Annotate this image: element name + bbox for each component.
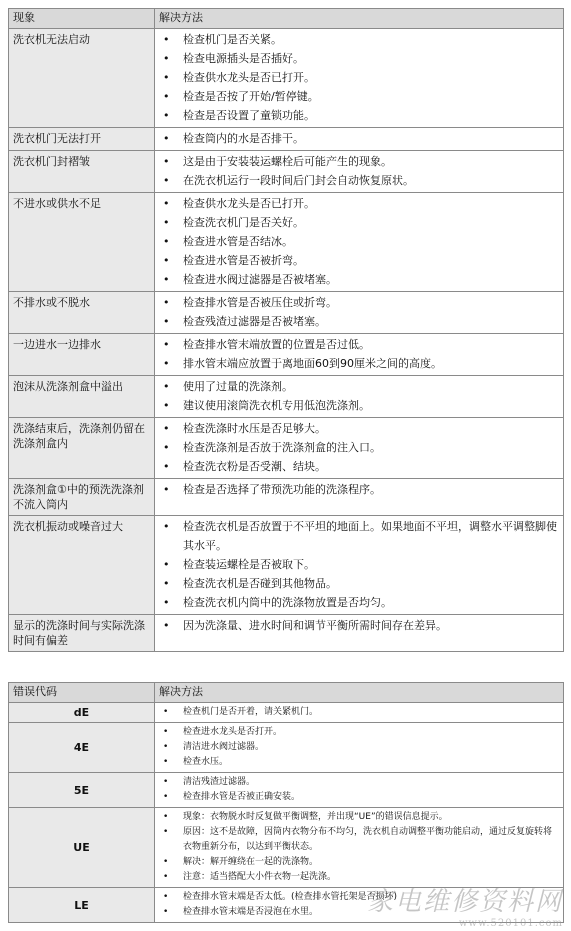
solution-cell [155, 516, 564, 615]
bullet-icon: • [163, 52, 170, 65]
symptom-cell: 洗涤结束后，洗涤剂仍留在洗涤剂盒内 [9, 418, 155, 479]
bullet-icon: • [163, 872, 169, 882]
solution-text: 检查供水龙头是否已打开。 [183, 71, 315, 84]
bullet-icon: • [163, 296, 170, 309]
bullet-icon: • [163, 596, 170, 609]
bullet-icon: • [163, 857, 169, 867]
bullet-icon: • [163, 357, 170, 370]
solution-list [159, 775, 559, 805]
solution-text: 检查洗衣粉是否受潮、结块。 [183, 460, 326, 473]
solution-text: 检查供水龙头是否已打开。 [183, 197, 315, 210]
solution-text: 使用了过量的洗涤剂。 [183, 380, 293, 393]
header-symptom: 现象 [9, 9, 155, 29]
bullet-icon: • [163, 174, 170, 187]
solution-text: 检查洗衣机门是否关好。 [183, 216, 304, 229]
list-item [159, 213, 559, 232]
solution-text: 检查筒内的水是否排干。 [183, 132, 304, 145]
solution-text: 检查排水管末端放置的位置是否过低。 [183, 338, 370, 351]
table-row [9, 193, 564, 292]
solution-list [159, 480, 559, 499]
solution-list [159, 810, 559, 885]
bullet-icon: • [163, 315, 170, 328]
solution-text: 检查水压。 [183, 757, 229, 767]
list-item [159, 312, 559, 331]
error-code-cell: LE [9, 888, 155, 923]
list-item [159, 106, 559, 125]
list-item [159, 87, 559, 106]
solution-text: 检查机门是否开着，请关紧机门。 [183, 707, 319, 717]
table-header-row [9, 683, 564, 703]
header-solution: 解决方法 [155, 9, 564, 29]
list-item [159, 335, 559, 354]
bullet-icon: • [163, 216, 170, 229]
bullet-icon: • [163, 273, 170, 286]
solution-cell [155, 808, 564, 888]
solution-text: 检查进水管是否被折弯。 [183, 254, 304, 267]
table-row [9, 773, 564, 808]
troubleshooting-table [8, 8, 564, 652]
list-item [159, 419, 559, 438]
solution-text: 检查排水管是否被压住或折弯。 [183, 296, 337, 309]
solution-list [159, 419, 559, 476]
table-header-row [9, 9, 564, 29]
list-item [159, 705, 559, 720]
list-item [159, 194, 559, 213]
bullet-icon: • [163, 707, 169, 717]
list-item [159, 293, 559, 312]
solution-text: 检查进水龙头是否打开。 [183, 727, 283, 737]
list-item [159, 574, 559, 593]
list-item [159, 480, 559, 499]
bullet-icon: • [163, 558, 170, 571]
solution-list [159, 616, 559, 635]
bullet-icon: • [163, 399, 170, 412]
solution-text: 现象：衣物脱水时反复做平衡调整，并出现“UE”的错误信息提示。 [183, 812, 448, 822]
solution-list [159, 293, 559, 331]
watermark [367, 881, 563, 929]
solution-text: 检查是否设置了童锁功能。 [183, 109, 315, 122]
solution-list [159, 152, 559, 190]
list-item [159, 790, 559, 805]
bullet-icon: • [163, 742, 169, 752]
solution-cell [155, 292, 564, 334]
table-row [9, 615, 564, 652]
solution-list [159, 517, 559, 612]
symptom-cell: 洗衣机门封褶皱 [9, 151, 155, 193]
bullet-icon: • [163, 254, 170, 267]
bullet-icon: • [163, 90, 170, 103]
solution-text: 检查电源插头是否插好。 [183, 52, 304, 65]
solution-cell [155, 479, 564, 516]
list-item [159, 616, 559, 635]
error-code-cell: UE [9, 808, 155, 888]
list-item [159, 152, 559, 171]
bullet-icon: • [163, 422, 170, 435]
symptom-cell: 洗涤剂盒①中的预洗洗涤剂不流入筒内 [9, 479, 155, 516]
list-item [159, 855, 559, 870]
solution-text: 检查洗衣机是否放置于不平坦的地面上。如果地面不平坦，调整水平调整脚使其水平。 [183, 520, 557, 552]
bullet-icon: • [163, 338, 170, 351]
solution-list [159, 194, 559, 289]
solution-text: 注意：适当搭配大小件衣物一起洗涤。 [183, 872, 337, 882]
solution-text: 检查排水管末端是否太低。(检查排水管托架是否损坏) [183, 892, 398, 902]
solution-text: 排水管末端应放置于离地面60到90厘米之间的高度。 [183, 357, 442, 370]
solution-cell [155, 29, 564, 128]
bullet-icon: • [163, 155, 170, 168]
bullet-icon: • [163, 441, 170, 454]
solution-text: 检查排水管是否被正确安装。 [183, 792, 301, 802]
bullet-icon: • [163, 727, 169, 737]
list-item [159, 438, 559, 457]
solution-cell [155, 128, 564, 151]
solution-cell [155, 615, 564, 652]
solution-cell [155, 418, 564, 479]
solution-list [159, 705, 559, 720]
list-item [159, 755, 559, 770]
bullet-icon: • [163, 380, 170, 393]
table-row [9, 479, 564, 516]
solution-text: 原因：这不是故障，因筒内衣物分布不均匀，洗衣机自动调整平衡功能启动，通过反复旋转将衣物重新分布，以达到平衡状态。 [183, 827, 553, 852]
symptom-cell: 显示的洗涤时间与实际洗涤时间有偏差 [9, 615, 155, 652]
solution-text: 因为洗涤量、进水时间和调节平衡所需时间存在差异。 [183, 619, 447, 632]
error-code-cell: 4E [9, 723, 155, 773]
table-row [9, 703, 564, 723]
table-row [9, 151, 564, 193]
list-item [159, 49, 559, 68]
table-row [9, 418, 564, 479]
solution-cell [155, 376, 564, 418]
bullet-icon: • [163, 132, 170, 145]
list-item [159, 593, 559, 612]
list-item [159, 251, 559, 270]
solution-text: 检查洗涤时水压是否足够大。 [183, 422, 326, 435]
solution-list [159, 335, 559, 373]
solution-text: 清洁进水阀过滤器。 [183, 742, 265, 752]
list-item [159, 810, 559, 825]
list-item [159, 740, 559, 755]
list-item [159, 30, 559, 49]
solution-text: 检查排水管末端是否浸泡在水里。 [183, 907, 319, 917]
error-code-cell: 5E [9, 773, 155, 808]
table-row [9, 516, 564, 615]
solution-text: 检查装运螺栓是否被取下。 [183, 558, 315, 571]
bullet-icon: • [163, 71, 170, 84]
solution-text: 解决：解开缠绕在一起的洗涤物。 [183, 857, 319, 867]
bullet-icon: • [163, 520, 170, 533]
solution-text: 检查洗涤剂是否放于洗涤剂盒的注入口。 [183, 441, 381, 454]
solution-text: 检查是否选择了带预洗功能的洗涤程序。 [183, 483, 381, 496]
bullet-icon: • [163, 619, 170, 632]
bullet-icon: • [163, 197, 170, 210]
error-code-cell: dE [9, 703, 155, 723]
bullet-icon: • [163, 483, 170, 496]
solution-text: 检查进水阀过滤器是否被堵塞。 [183, 273, 337, 286]
solution-text: 这是由于安装装运螺栓后可能产生的现象。 [183, 155, 392, 168]
solution-text: 检查机门是否关紧。 [183, 33, 282, 46]
solution-text: 检查残渣过滤器是否被堵塞。 [183, 315, 326, 328]
list-item [159, 232, 559, 251]
table-row [9, 292, 564, 334]
bullet-icon: • [163, 907, 169, 917]
solution-text: 检查洗衣机是否碰到其他物品。 [183, 577, 337, 590]
table-row [9, 808, 564, 888]
list-item [159, 457, 559, 476]
symptom-cell: 一边进水一边排水 [9, 334, 155, 376]
solution-text: 在洗衣机运行一段时间后门封会自动恢复原状。 [183, 174, 414, 187]
list-item [159, 825, 559, 855]
table-row [9, 29, 564, 128]
solution-text: 检查进水管是否结冰。 [183, 235, 293, 248]
list-item [159, 517, 559, 555]
symptom-cell: 洗衣机无法启动 [9, 29, 155, 128]
list-item [159, 68, 559, 87]
solution-text: 清洁残渣过滤器。 [183, 777, 256, 787]
header-solution: 解决方法 [155, 683, 564, 703]
solution-list [159, 129, 559, 148]
bullet-icon: • [163, 460, 170, 473]
solution-list [159, 377, 559, 415]
table-row [9, 128, 564, 151]
solution-cell [155, 151, 564, 193]
bullet-icon: • [163, 33, 170, 46]
solution-text: 检查洗衣机内筒中的洗涤物放置是否均匀。 [183, 596, 392, 609]
table-row [9, 723, 564, 773]
list-item [159, 354, 559, 373]
bullet-icon: • [163, 577, 170, 590]
solution-list [159, 725, 559, 770]
header-error-code: 错误代码 [9, 683, 155, 703]
symptom-cell: 洗衣机门无法打开 [9, 128, 155, 151]
solution-cell [155, 723, 564, 773]
bullet-icon: • [163, 827, 169, 837]
list-item [159, 270, 559, 289]
list-item [159, 555, 559, 574]
solution-cell [155, 773, 564, 808]
list-item [159, 725, 559, 740]
list-item [159, 171, 559, 190]
symptom-cell: 洗衣机振动或噪音过大 [9, 516, 155, 615]
table-row [9, 376, 564, 418]
symptom-cell: 不进水或供水不足 [9, 193, 155, 292]
bullet-icon: • [163, 757, 169, 767]
watermark-url: www.520101.com [458, 918, 563, 929]
list-item [159, 396, 559, 415]
solution-cell [155, 193, 564, 292]
bullet-icon: • [163, 892, 169, 902]
list-item [159, 377, 559, 396]
symptom-cell: 不排水或不脱水 [9, 292, 155, 334]
solution-text: 检查是否按了开始/暂停键。 [183, 90, 319, 103]
bullet-icon: • [163, 777, 169, 787]
list-item [159, 129, 559, 148]
solution-cell [155, 703, 564, 723]
bullet-icon: • [163, 109, 170, 122]
list-item [159, 775, 559, 790]
table-row [9, 334, 564, 376]
watermark-text: 家电维修资料网 [366, 887, 563, 917]
solution-text: 建议使用滚筒洗衣机专用低泡洗涤剂。 [183, 399, 370, 412]
bullet-icon: • [163, 792, 169, 802]
bullet-icon: • [163, 812, 169, 822]
solution-cell [155, 334, 564, 376]
symptom-cell: 泡沫从洗涤剂盒中溢出 [9, 376, 155, 418]
bullet-icon: • [163, 235, 170, 248]
solution-list [159, 30, 559, 125]
